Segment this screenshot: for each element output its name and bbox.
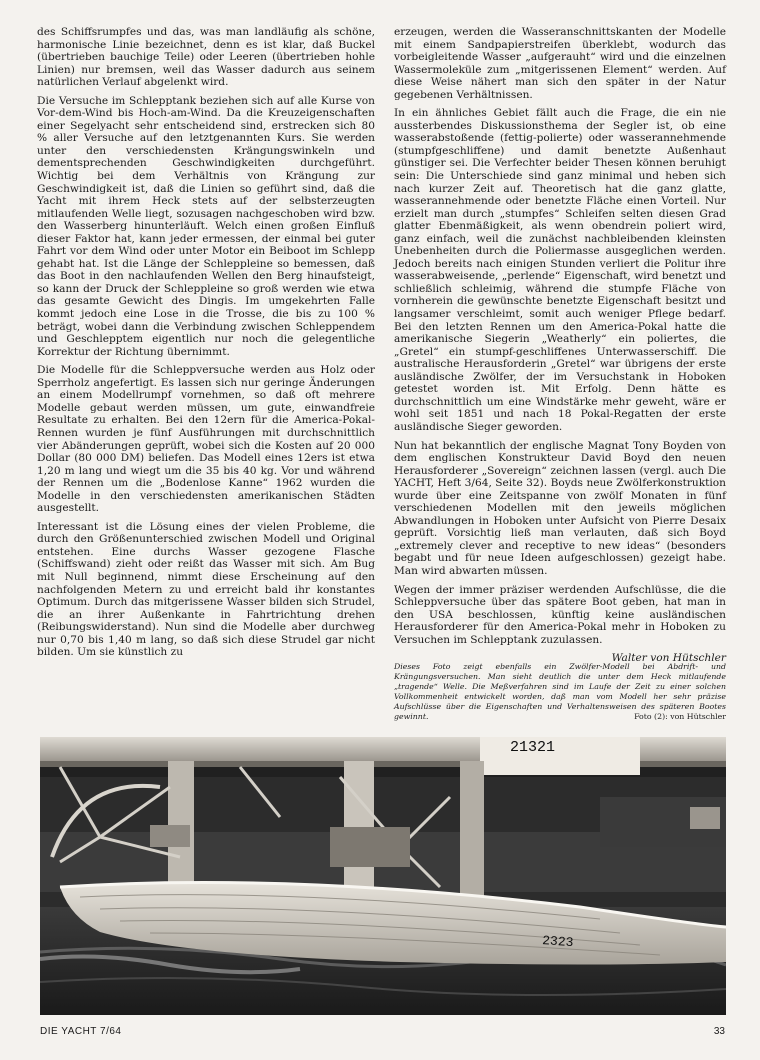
hull-number: 2323 bbox=[541, 933, 574, 951]
page-number: 33 bbox=[713, 1026, 725, 1037]
paragraph: des Schiffsrumpfes und das, was man landläufig als schöne, harmonische Linie bezeichnet, denn es ist klar, daß Buckel (übertrieben bauchige Teile) oder Leeren (übertrieben hohle Linien) nur bremsen, weil das Wasser dadurch aus seinem natürlichen Verlauf abgelenkt wird. bbox=[37, 26, 375, 89]
article-left-column bbox=[37, 26, 375, 665]
paragraph: erzeugen, werden die Wasseranschnittskanten der Modelle mit einem Sandpapierstreifen überklebt, wodurch das vorbeigleitende Wasser „aufgerauht“ wird und die einzelnen Wassermoleküle zum „mitgerissenen Element“ werden. Auf diese Weise nähert man sich den später in der Natur gegebenen Verhältnissen. bbox=[394, 26, 726, 101]
paragraph: Wegen der immer präziser werdenden Aufschlüsse, die die Schleppversuche über das spätere Boot geben, hat man in den USA beschlossen, künftig keine ausländischen Herausforderer für den America-Pokal mehr in Hoboken zu Versuchen im Schlepptank zuzulassen. bbox=[394, 583, 726, 646]
caption-text: Dieses Foto zeigt ebenfalls ein Zwölfer-Modell bei Abdrift- und Krängungsversuchen. Man sieht deutlich die unter dem Heck mitlaufende „tragende“ Welle. Die Meßverfahren sind im Laufe der Zeit zu einer solchen Vollkommenheit entwickelt worden, daß man vom Modell her sehr präzise Aufschlüsse über die Eigenschaften und Verhaltensweisen des späteren Bootes gewinnt. bbox=[394, 662, 726, 721]
carriage-number: 21321 bbox=[510, 739, 556, 756]
article-right-column bbox=[394, 26, 726, 671]
author-signature: Walter von Hütschler bbox=[611, 652, 726, 665]
paragraph: Interessant ist die Lösung eines der vielen Probleme, die durch den Größenunterschied zwischen Modell und Original entstehen. Eine durchs Wasser gezogene Flasche (Schiffswand) zieht oder reißt das Wasser mit sich. Am Bug mit Null beginnend, nimmt diese Erscheinung auf den nachfolgenden Metern zu und erreicht bald ihr konstantes Optimum. Durch das mitgerissene Wasser bilden sich Strudel, die an ihrer Außenkante in Fahrtrichtung drehen (Reibungswiderstand). Nun sind die Modelle aber durchweg nur 0,70 bis 1,40 m lang, so daß sich diese Strudel gar nicht bilden. Um sie künstlich zu bbox=[37, 520, 375, 659]
towing-tank-photo bbox=[40, 737, 726, 1015]
photo-credit: Foto (2): von Hütschler bbox=[634, 711, 726, 721]
paragraph: Die Modelle für die Schleppversuche werden aus Holz oder Sperrholz angefertigt. Es lassen sich nur geringe Änderungen an einem Modellrumpf vornehmen, so daß oft mehrere Modelle gebaut werden müssen, um gute, einwandfreie Resultate zu erhalten. Bei den 12ern für die America-Pokal-Rennen wurden je fünf Ausführungen mit durchschnittlich vier Abänderungen geprüft, wobei sich die Kosten auf 20 000 Dollar (80 000 DM) beliefen. Das Modell eines 12ers ist etwa 1,20 m lang und wiegt um die 35 bis 40 kg. Vor und während der Rennen um die „Bodenlose Kanne“ 1962 wurden die Modelle in den verschiedensten amerikanischen Städten ausgestellt. bbox=[37, 364, 375, 515]
photo-caption bbox=[394, 662, 726, 721]
paragraph: Die Versuche im Schlepptank beziehen sich auf alle Kurse von Vor-dem-Wind bis Hoch-am-Wind. Da die Kreuzeigenschaften einer Segelyacht sehr entscheidend sind, erstrecken sich 80 % aller Versuche auf den letztgenannten Kurs. Sie werden unter den verschiedensten Krängungswinkeln und dementsprechenden Geschwindigkeiten durchgeführt. Wichtig bei dem Verhältnis von Krängung zur Geschwindigkeit ist, daß die Linien so geführt sind, daß die Yacht mit ihrem Heck stets auf der selbsterzeugten mitlaufenden Welle liegt, sozusagen nachgeschoben wird bzw. den Wasserberg hinunterläuft. Welch einen großen Einfluß dieser Faktor hat, kann jeder ermessen, der einmal bei guter Fahrt vor dem Wind oder unter Motor ein Beiboot im Schlepp gehabt hat. Ist die Länge der Schleppleine so bemessen, daß das Boot in den nachlaufenden Wellen den Berg hinaufsteigt, so kann der Druck der Schleppleine so groß werden wie etwa das gesamte Gewicht des Dingis. Im umgekehrten Falle kommt jedoch eine Lose in die Trosse, die bis zu 100 % beträgt, wobei dann die Verbindung zwischen Schleppendem und Geschlepptem eigentlich nur noch die gelegentliche Korrektur der Richtung übernimmt. bbox=[37, 94, 375, 358]
magazine-title: DIE YACHT 7/64 bbox=[40, 1026, 122, 1037]
paragraph: Nun hat bekanntlich der englische Magnat Tony Boyden von dem englischen Konstrukteur David Boyd den neuen Herausforderer „Sovereign“ zeichnen lassen (vergl. auch Die YACHT, Heft 3/64, Seite 32). Boyds neue Zwölferkonstruktion wurde über eine Zeitspanne von zwölf Monaten in fünf verschiedenen Modellen mit den jeweils möglichen Abwandlungen in Hoboken unter Aufsicht von Pierre Desaix geprüft. Vorsichtig ließ man verlauten, daß sich Boyd „extremely clever and receptive to new ideas“ (besonders begabt und für neue Ideen aufgeschlossen) gezeigt habe. Man wird abwarten müssen. bbox=[394, 439, 726, 577]
towing-tank-illustration bbox=[40, 737, 726, 1015]
paragraph: In ein ähnliches Gebiet fällt auch die Frage, die ein nie aussterbendes Diskussionsthema der Segler ist, ob eine wasserabstoßende (fettig-polierte) oder wasserannehmende (stumpfgeschliffene) und damit benetzte Außenhaut günstiger sei. Die Verfechter beider Thesen können beruhigt sein: Die Unterschiede sind ganz minimal und heben sich nach kurzer Zeit auf. Theoretisch hat die ganz glatte, wasserannehmende oder benetzte Fläche einen Vorteil. Nur erzielt man durch „stumpfes“ Schleifen selten diesen Grad glatter Ebenmäßigkeit, als wenn obendrein poliert wird, ganz einfach, weil die zunächst nachbleibenden kleinsten Unebenheiten durch die Poliermasse ausgeglichen werden. Jedoch bereits nach einigen Stunden verliert die Politur ihre wasserabweisende, „perlende“ Eigenschaft, wird benetzt und schließlich schleimig, während die stumpfe Fläche von vornherein die gewünschte benetzte Eigenschaft besitzt und langsamer verschleimt, somit auch weniger Pflege bedarf. Bei den letzten Rennen um den America-Pokal hatte die amerikanische Siegerin „Weatherly“ ein poliertes, die „Gretel“ ein stumpf-geschliffenes Unterwasserschiff. Die australische Herausforderin „Gretel“ war übrigens der erste ausländische Zwölfer, der im Versuchstank in Hoboken getestet worden ist. Mit Erfolg. Denn hätte es durchschnittlich um eine Windstärke mehr geweht, wäre er wohl seit 1851 und nach 18 Pokal-Regatten der erste ausländische Sieger geworden. bbox=[394, 107, 726, 433]
